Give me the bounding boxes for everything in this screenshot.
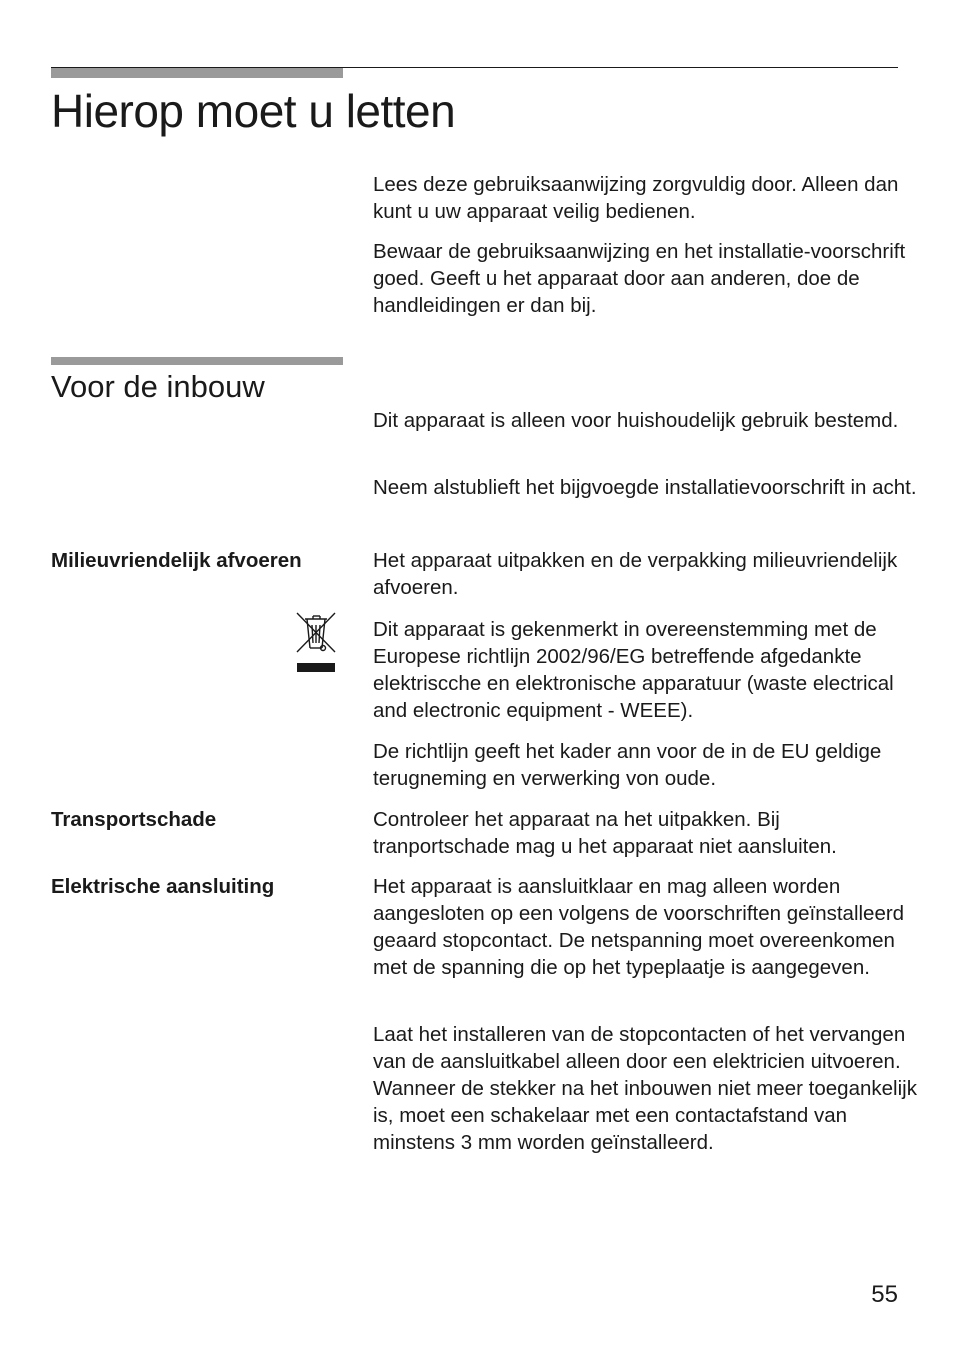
elektrisch-label: Elektrische aansluiting — [51, 875, 275, 898]
elektrisch-paragraph-1: Het apparaat is aansluitklaar en mag alleen worden aangesloten op een volgens de voorschriften geïnstalleerd geaard stopcontact. De netspanning moet overeenkomen met de spanning die op het typeplaatje is aangegeven. — [373, 875, 905, 979]
section-heading: Voor de inbouw — [51, 369, 265, 404]
section-paragraph-2: Neem alstublieft het bijgvoegde installatievoorschrift in acht. — [373, 476, 917, 499]
section-accent-bar — [51, 357, 343, 365]
title-accent-bar — [51, 68, 343, 78]
transport-paragraph-1: Controleer het apparaat na het uitpakken. Bij tranportschade mag u het apparaat niet aansluiten. — [373, 808, 837, 858]
weee-crossed-bin-icon — [294, 610, 338, 674]
milieu-paragraph-3: De richtlijn geeft het kader ann voor de in de EU geldige terugneming en verwerking von oude. — [373, 740, 882, 790]
intro-paragraph-2: Bewaar de gebruiksaanwijzing en het installatie-voorschrift goed. Geeft u het apparaat door aan anderen, doe de handleidingen er dan bij. — [373, 240, 906, 317]
page-title: Hierop moet u letten — [51, 85, 456, 137]
intro-paragraph-1: Lees deze gebruiksaanwijzing zorgvuldig door. Alleen dan kunt u uw apparaat veilig bedienen. — [373, 173, 899, 223]
milieu-paragraph-2: Dit apparaat is gekenmerkt in overeenstemming met de Europese richtlijn 2002/96/EG betreffende afgedankte elektriscche en elektronische apparatuur (waste electrical and electronic equipment - WEEE). — [373, 618, 894, 722]
section-paragraph-1: Dit apparaat is alleen voor huishoudelijk gebruik bestemd. — [373, 409, 899, 432]
milieu-paragraph-1: Het apparaat uitpakken en de verpakking milieuvriendelijk afvoeren. — [373, 549, 898, 599]
elektrisch-paragraph-2: Laat het installeren van de stopcontacten of het vervangen van de aansluitkabel alleen door een elektricien uitvoeren. Wanneer de stekker na het inbouwen niet meer toegankelijk is, moet een schakelaar met een contactafstand van minstens 3 mm worden geïnstalleerd. — [373, 1023, 917, 1154]
milieu-label: Milieuvriendelijk afvoeren — [51, 549, 302, 572]
page-number: 55 — [871, 1281, 898, 1308]
transport-label: Transportschade — [51, 808, 217, 831]
